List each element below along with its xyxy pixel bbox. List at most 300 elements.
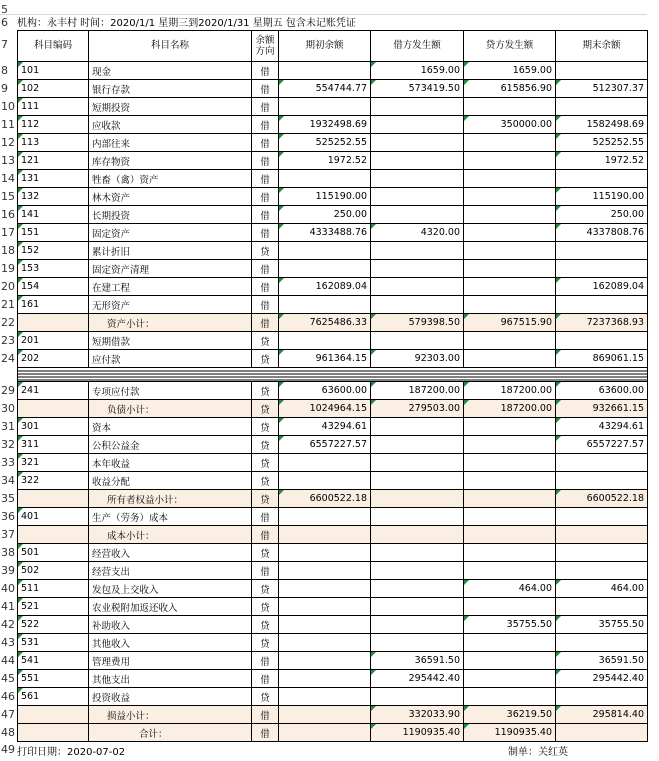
cell-opening[interactable] [279,688,371,706]
cell-code[interactable] [18,314,89,332]
cell-credit[interactable] [464,224,556,242]
header-name[interactable]: 科目名称 [89,31,252,62]
cell-name[interactable] [89,80,252,98]
cell-debit[interactable] [371,152,464,170]
cell-credit[interactable] [464,188,556,206]
cell-closing[interactable] [556,670,648,688]
preparer[interactable]: 制单：关红英 [508,747,568,758]
cell-direction[interactable] [252,598,279,616]
cell-debit[interactable] [371,260,464,278]
cell-closing[interactable] [556,688,648,706]
cell-code[interactable] [18,490,89,508]
row-number[interactable]: 49 [1,743,15,756]
cell-name[interactable] [89,526,252,544]
cell-direction[interactable] [252,508,279,526]
cell-direction[interactable] [252,544,279,562]
row-number[interactable]: 20 [1,280,15,293]
cell-debit[interactable] [371,670,464,688]
cell-code[interactable] [18,616,89,634]
row-number[interactable]: 37 [1,528,15,541]
cell-opening[interactable] [279,224,371,242]
cell-code[interactable] [18,206,89,224]
cell-code[interactable] [18,152,89,170]
cell-opening[interactable] [279,382,371,400]
cell-direction[interactable] [252,242,279,260]
cell-closing[interactable] [556,724,648,742]
cell-direction[interactable] [252,206,279,224]
cell-name[interactable] [89,670,252,688]
row-number[interactable]: 18 [1,244,15,257]
cell-closing[interactable] [556,598,648,616]
row-number[interactable]: 23 [1,334,15,347]
cell-closing[interactable] [556,652,648,670]
cell-credit[interactable] [464,350,556,368]
row-number[interactable]: 24 [1,352,15,365]
cell-name[interactable] [89,634,252,652]
cell-opening[interactable] [279,670,371,688]
cell-opening[interactable] [279,98,371,116]
cell-opening[interactable] [279,598,371,616]
cell-direction[interactable] [252,278,279,296]
row-number[interactable]: 16 [1,208,15,221]
cell-credit[interactable] [464,580,556,598]
cell-closing[interactable] [556,116,648,134]
cell-debit[interactable] [371,688,464,706]
cell-opening[interactable] [279,350,371,368]
cell-code[interactable] [18,688,89,706]
cell-code[interactable] [18,224,89,242]
cell-code[interactable] [18,508,89,526]
cell-debit[interactable] [371,278,464,296]
cell-code[interactable] [18,472,89,490]
row-number[interactable]: 19 [1,262,15,275]
cell-name[interactable] [89,418,252,436]
cell-name[interactable] [89,260,252,278]
cell-credit[interactable] [464,472,556,490]
cell-credit[interactable] [464,598,556,616]
row-number[interactable]: 42 [1,618,15,631]
row-number[interactable]: 33 [1,456,15,469]
row-number[interactable]: 13 [1,154,15,167]
row-number[interactable]: 9 [1,82,8,95]
cell-direction[interactable] [252,418,279,436]
cell-opening[interactable] [279,332,371,350]
cell-opening[interactable] [279,170,371,188]
cell-name[interactable] [89,170,252,188]
cell-opening[interactable] [279,260,371,278]
cell-name[interactable] [89,62,252,80]
row-number[interactable]: 7 [1,38,8,51]
cell-name[interactable] [89,616,252,634]
cell-debit[interactable] [371,724,464,742]
cell-opening[interactable] [279,472,371,490]
cell-code[interactable] [18,706,89,724]
cell-credit[interactable] [464,382,556,400]
cell-name[interactable] [89,296,252,314]
cell-code[interactable] [18,418,89,436]
cell-closing[interactable] [556,490,648,508]
cell-opening[interactable] [279,490,371,508]
cell-name[interactable] [89,580,252,598]
cell-direction[interactable] [252,80,279,98]
cell-debit[interactable] [371,454,464,472]
cell-direction[interactable] [252,688,279,706]
cell-debit[interactable] [371,634,464,652]
cell-direction[interactable] [252,490,279,508]
cell-opening[interactable] [279,508,371,526]
cell-name[interactable] [89,350,252,368]
row-number[interactable]: 39 [1,564,15,577]
print-date[interactable]: 打印日期：2020-07-02 [17,747,126,758]
row-number[interactable]: 15 [1,190,15,203]
cell-credit[interactable] [464,80,556,98]
cell-closing[interactable] [556,296,648,314]
cell-opening[interactable] [279,616,371,634]
cell-debit[interactable] [371,382,464,400]
cell-direction[interactable] [252,62,279,80]
header-closing[interactable]: 期末余额 [556,31,648,62]
cell-closing[interactable] [556,350,648,368]
cell-name[interactable] [89,706,252,724]
row-number[interactable]: 48 [1,726,15,739]
header-debit[interactable]: 借方发生额 [371,31,464,62]
cell-credit[interactable] [464,400,556,418]
cell-opening[interactable] [279,436,371,454]
cell-name[interactable] [89,454,252,472]
cell-debit[interactable] [371,580,464,598]
header-credit[interactable]: 贷方发生额 [464,31,556,62]
cell-credit[interactable] [464,508,556,526]
cell-debit[interactable] [371,350,464,368]
cell-debit[interactable] [371,562,464,580]
cell-code[interactable] [18,436,89,454]
cell-closing[interactable] [556,242,648,260]
cell-opening[interactable] [279,454,371,472]
cell-opening[interactable] [279,418,371,436]
cell-direction[interactable] [252,134,279,152]
cell-code[interactable] [18,62,89,80]
cell-closing[interactable] [556,544,648,562]
cell-name[interactable] [89,116,252,134]
cell-debit[interactable] [371,80,464,98]
cell-debit[interactable] [371,544,464,562]
cell-opening[interactable] [279,62,371,80]
cell-opening[interactable] [279,544,371,562]
cell-opening[interactable] [279,314,371,332]
cell-name[interactable] [89,598,252,616]
header-code[interactable]: 科目编码 [18,31,89,62]
cell-credit[interactable] [464,134,556,152]
cell-name[interactable] [89,152,252,170]
cell-closing[interactable] [556,616,648,634]
cell-credit[interactable] [464,436,556,454]
row-number[interactable]: 21 [1,298,15,311]
cell-closing[interactable] [556,152,648,170]
cell-direction[interactable] [252,526,279,544]
cell-direction[interactable] [252,350,279,368]
row-number[interactable]: 46 [1,690,15,703]
cell-credit[interactable] [464,688,556,706]
row-number[interactable]: 6 [1,16,8,29]
cell-code[interactable] [18,278,89,296]
cell-code[interactable] [18,526,89,544]
row-number[interactable]: 36 [1,510,15,523]
cell-closing[interactable] [556,260,648,278]
cell-closing[interactable] [556,580,648,598]
cell-debit[interactable] [371,296,464,314]
cell-closing[interactable] [556,332,648,350]
cell-name[interactable] [89,242,252,260]
cell-opening[interactable] [279,242,371,260]
cell-closing[interactable] [556,562,648,580]
cell-direction[interactable] [252,580,279,598]
cell-code[interactable] [18,98,89,116]
row-number[interactable]: 35 [1,492,15,505]
cell-credit[interactable] [464,490,556,508]
cell-debit[interactable] [371,224,464,242]
row-number[interactable]: 8 [1,64,8,77]
cell-code[interactable] [18,116,89,134]
cell-closing[interactable] [556,188,648,206]
cell-opening[interactable] [279,188,371,206]
cell-credit[interactable] [464,170,556,188]
row-number[interactable]: 12 [1,136,15,149]
cell-code[interactable] [18,242,89,260]
cell-name[interactable] [89,206,252,224]
cell-debit[interactable] [371,206,464,224]
cell-opening[interactable] [279,116,371,134]
cell-code[interactable] [18,382,89,400]
cell-credit[interactable] [464,242,556,260]
cell-debit[interactable] [371,134,464,152]
cell-code[interactable] [18,80,89,98]
cell-opening[interactable] [279,724,371,742]
cell-name[interactable] [89,436,252,454]
cell-name[interactable] [89,382,252,400]
cell-name[interactable] [89,188,252,206]
cell-direction[interactable] [252,152,279,170]
cell-closing[interactable] [556,224,648,242]
cell-direction[interactable] [252,616,279,634]
cell-credit[interactable] [464,152,556,170]
cell-name[interactable] [89,332,252,350]
cell-closing[interactable] [556,706,648,724]
cell-opening[interactable] [279,134,371,152]
cell-debit[interactable] [371,242,464,260]
cell-closing[interactable] [556,418,648,436]
cell-code[interactable] [18,634,89,652]
cell-closing[interactable] [556,206,648,224]
cell-opening[interactable] [279,80,371,98]
cell-credit[interactable] [464,206,556,224]
cell-debit[interactable] [371,400,464,418]
cell-name[interactable] [89,134,252,152]
cell-closing[interactable] [556,382,648,400]
cell-debit[interactable] [371,170,464,188]
cell-code[interactable] [18,544,89,562]
row-number[interactable]: 22 [1,316,15,329]
row-number[interactable]: 41 [1,600,15,613]
cell-opening[interactable] [279,706,371,724]
cell-direction[interactable] [252,296,279,314]
cell-opening[interactable] [279,278,371,296]
cell-credit[interactable] [464,544,556,562]
row-number[interactable]: 11 [1,118,15,131]
cell-credit[interactable] [464,98,556,116]
cell-direction[interactable] [252,332,279,350]
cell-direction[interactable] [252,170,279,188]
cell-direction[interactable] [252,260,279,278]
cell-code[interactable] [18,724,89,742]
cell-opening[interactable] [279,152,371,170]
cell-credit[interactable] [464,314,556,332]
cell-name[interactable] [89,224,252,242]
cell-debit[interactable] [371,418,464,436]
cell-credit[interactable] [464,260,556,278]
cell-debit[interactable] [371,116,464,134]
cell-credit[interactable] [464,526,556,544]
cell-direction[interactable] [252,706,279,724]
cell-name[interactable] [89,724,252,742]
cell-debit[interactable] [371,706,464,724]
cell-name[interactable] [89,314,252,332]
cell-opening[interactable] [279,400,371,418]
cell-closing[interactable] [556,436,648,454]
cell-opening[interactable] [279,580,371,598]
cell-name[interactable] [89,490,252,508]
cell-debit[interactable] [371,490,464,508]
cell-direction[interactable] [252,472,279,490]
cell-code[interactable] [18,350,89,368]
cell-direction[interactable] [252,652,279,670]
cell-opening[interactable] [279,526,371,544]
cell-code[interactable] [18,134,89,152]
cell-debit[interactable] [371,652,464,670]
cell-debit[interactable] [371,598,464,616]
cell-code[interactable] [18,260,89,278]
cell-closing[interactable] [556,472,648,490]
row-number[interactable]: 38 [1,546,15,559]
row-number[interactable]: 31 [1,420,15,433]
cell-credit[interactable] [464,670,556,688]
cell-direction[interactable] [252,224,279,242]
cell-closing[interactable] [556,508,648,526]
row-number[interactable]: 30 [1,402,15,415]
cell-debit[interactable] [371,62,464,80]
cell-credit[interactable] [464,652,556,670]
row-number[interactable]: 43 [1,636,15,649]
cell-code[interactable] [18,332,89,350]
cell-credit[interactable] [464,116,556,134]
cell-closing[interactable] [556,98,648,116]
cell-credit[interactable] [464,724,556,742]
cell-code[interactable] [18,454,89,472]
cell-direction[interactable] [252,436,279,454]
cell-credit[interactable] [464,296,556,314]
cell-code[interactable] [18,296,89,314]
row-number[interactable]: 40 [1,582,15,595]
cell-direction[interactable] [252,454,279,472]
row-number[interactable]: 29 [1,384,15,397]
cell-name[interactable] [89,652,252,670]
cell-direction[interactable] [252,634,279,652]
cell-credit[interactable] [464,332,556,350]
cell-direction[interactable] [252,98,279,116]
row-number[interactable]: 17 [1,226,15,239]
cell-name[interactable] [89,562,252,580]
cell-opening[interactable] [279,652,371,670]
cell-closing[interactable] [556,454,648,472]
cell-debit[interactable] [371,332,464,350]
cell-closing[interactable] [556,170,648,188]
cell-opening[interactable] [279,296,371,314]
cell-direction[interactable] [252,314,279,332]
cell-credit[interactable] [464,562,556,580]
row-number[interactable]: 32 [1,438,15,451]
cell-debit[interactable] [371,436,464,454]
cell-opening[interactable] [279,206,371,224]
cell-name[interactable] [89,472,252,490]
cell-direction[interactable] [252,562,279,580]
cell-direction[interactable] [252,670,279,688]
cell-code[interactable] [18,170,89,188]
cell-code[interactable] [18,652,89,670]
cell-debit[interactable] [371,526,464,544]
cell-name[interactable] [89,508,252,526]
cell-credit[interactable] [464,278,556,296]
cell-opening[interactable] [279,634,371,652]
cell-debit[interactable] [371,314,464,332]
row-number[interactable]: 5 [1,3,8,16]
cell-closing[interactable] [556,278,648,296]
cell-credit[interactable] [464,454,556,472]
row-number[interactable]: 47 [1,708,15,721]
cell-closing[interactable] [556,634,648,652]
header-opening[interactable]: 期初余额 [279,31,371,62]
cell-credit[interactable] [464,418,556,436]
cell-closing[interactable] [556,80,648,98]
cell-direction[interactable] [252,382,279,400]
cell-credit[interactable] [464,62,556,80]
cell-name[interactable] [89,544,252,562]
cell-closing[interactable] [556,314,648,332]
cell-code[interactable] [18,670,89,688]
cell-name[interactable] [89,278,252,296]
row-number[interactable]: 44 [1,654,15,667]
cell-code[interactable] [18,598,89,616]
cell-code[interactable] [18,400,89,418]
cell-debit[interactable] [371,98,464,116]
cell-debit[interactable] [371,508,464,526]
cell-code[interactable] [18,188,89,206]
cell-direction[interactable] [252,400,279,418]
row-number[interactable]: 10 [1,100,15,113]
cell-opening[interactable] [279,562,371,580]
row-number[interactable]: 45 [1,672,15,685]
cell-debit[interactable] [371,472,464,490]
cell-name[interactable] [89,98,252,116]
cell-closing[interactable] [556,400,648,418]
cell-name[interactable] [89,400,252,418]
row-number[interactable]: 14 [1,172,15,185]
cell-name[interactable] [89,688,252,706]
cell-debit[interactable] [371,616,464,634]
header-direction[interactable] [252,31,279,62]
cell-direction[interactable] [252,724,279,742]
cell-credit[interactable] [464,634,556,652]
report-info-line[interactable]: 机构：永丰村 时间：2020/1/1 星期三到2020/1/31 星期五 包含未记账凭证 [17,18,356,29]
cell-closing[interactable] [556,134,648,152]
